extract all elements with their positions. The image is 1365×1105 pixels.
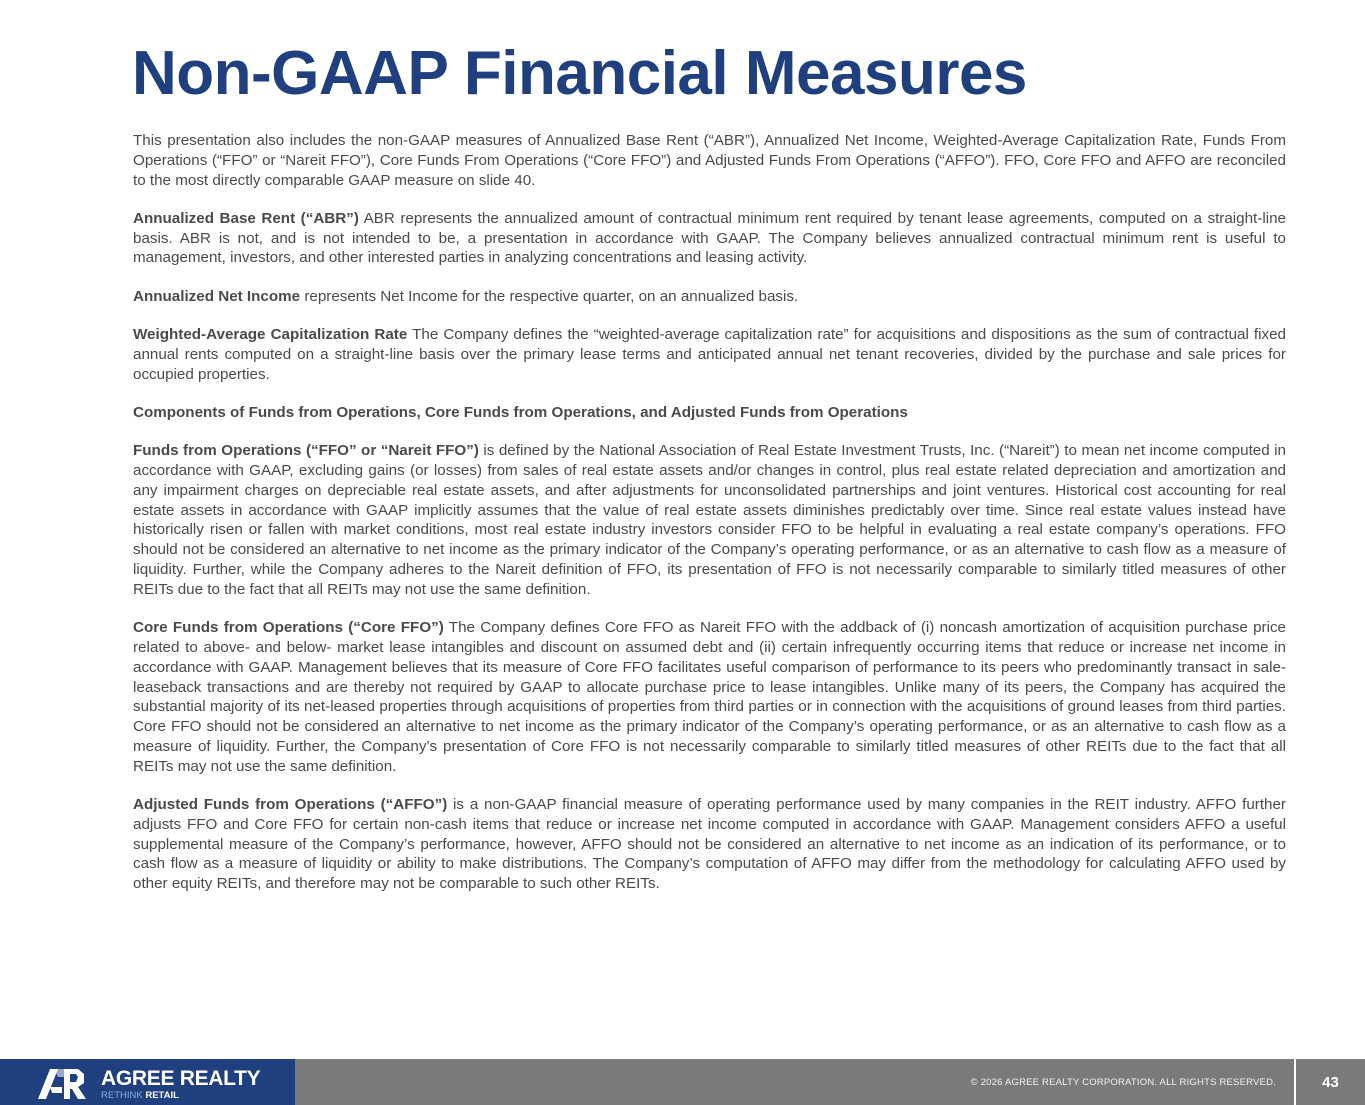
- ffo-text: is defined by the National Association of Real Estate Investment Trusts, Inc. (“Nareit”) to mean net income computed in accordance with GAAP, excluding gains (or losses) from sales of real estate assets and/or changes in control, plus real estate related depreciation and amortization and any impairment charges on depreciable real estate assets, and after adjustments for unconsolidated partnerships and joint ventures. Historical cost accounting for real estate assets in accordance with GAAP implicitly assumes that the value of real estate assets diminishes predictably over time. Since real estate values instead have historically risen or fallen with market conditions, most real estate industry investors consider FFO to be helpful in evaluating a real estate company’s operations. FFO should not be considered an alternative to net income as the primary indicator of the Company’s operating performance, or as an alternative to cash flow as a measure of liquidity. Further, while the Company adheres to the Nareit definition of FFO, its presentation of FFO is not necessarily comparable to similarly titled measures of other REITs due to the fact that all REITs may not use the same definition.: [133, 442, 1286, 598]
- ani-text: represents Net Income for the respective quarter, on an annualized basis.: [300, 287, 799, 305]
- ani-paragraph: [133, 287, 1286, 307]
- affo-term: Adjusted Funds from Operations (“AFFO”): [133, 796, 448, 814]
- core-ffo-paragraph: [133, 618, 1286, 776]
- affo-text: is a non-GAAP financial measure of operating performance used by many companies in the REIT industry. AFFO further adjusts FFO and Core FFO for certain non-cash items that reduce or increase net income computed in accordance with GAAP. Management considers AFFO a useful supplemental measure of the Company’s performance, however, AFFO should not be considered an alternative to net income as an indication of its performance, or to cash flow as a measure of liquidity or ability to make distributions. The Company’s computation of AFFO may differ from the methodology for calculating AFFO used by other equity REITs, and therefore may not be comparable to such other REITs.: [133, 796, 1286, 893]
- wacr-term: Weighted-Average Capitalization Rate: [133, 326, 408, 344]
- logo-tag-think: THINK: [114, 1090, 143, 1101]
- body-content: [133, 131, 1286, 913]
- core-ffo-term: Core Funds from Operations (“Core FFO”): [133, 619, 444, 637]
- page-title: Non-GAAP Financial Measures: [132, 39, 1027, 108]
- agree-realty-logo-icon: [36, 1065, 98, 1101]
- abr-text: ABR represents the annualized amount of contractual minimum rent required by tenant lease agreements, computed on a straight-line basis. ABR is not, and is not intended to be, a presentation in accordance with GAAP. The Company believes annualized contractual minimum rent is useful to management, investors, and other interested parties in analyzing concentrations and leasing activity.: [133, 209, 1286, 267]
- page-number: 43: [1322, 1073, 1339, 1091]
- ani-term: Annualized Net Income: [133, 287, 301, 305]
- wacr-paragraph: [133, 325, 1286, 384]
- logo-tag-re: RE: [101, 1090, 115, 1101]
- company-logo: [0, 1059, 295, 1105]
- logo-tag-retail: RETAIL: [142, 1090, 179, 1101]
- ffo-term: Funds from Operations (“FFO” or “Nareit FFO”): [133, 442, 479, 460]
- abr-term: Annualized Base Rent (“ABR”): [133, 209, 359, 227]
- components-heading: Components of Funds from Operations, Core Funds from Operations, and Adjusted Funds from Operations: [133, 403, 908, 421]
- core-ffo-text: The Company defines Core FFO as Nareit FFO with the addback of (i) noncash amortization of acquisition purchase price related to above- and below- market lease intangibles and discount on assumed debt and (ii) certain infrequently occurring items that reduce or increase net income in accordance with GAAP. Management believes that its measure of Core FFO facilitates useful comparison of performance to its peers who predominantly transact in sale-leaseback transactions and are thereby not required by GAAP to allocate purchase price to lease intangibles. Unlike many of its peers, the Company has acquired the substantial majority of its net-leased properties through acquisitions of properties from third parties or in connection with the acquisitions of ground leases from third parties. Core FFO should not be considered an alternative to net income as the primary indicator of the Company’s operating performance, or as an alternative to cash flow as a measure of liquidity. Further, the Company’s presentation of Core FFO is not necessarily comparable to similarly titled measures of other REITs due to the fact that all REITs may not use the same definition.: [133, 619, 1286, 775]
- wacr-text: The Company defines the “weighted-average capitalization rate” for acquisitions and dispositions as the sum of contractual fixed annual rents computed on a straight-line basis over the primary lease terms and anticipated annual net tenant recoveries, divided by the purchase and sale prices for occupied properties.: [133, 326, 1286, 383]
- abr-paragraph: [133, 209, 1286, 268]
- intro-paragraph: This presentation also includes the non-GAAP measures of Annualized Base Rent (“ABR”), Annualized Net Income, Weighted-Average Capitalization Rate, Funds From Operations (“FFO” or “Nareit FFO”), Core Funds From Operations (“Core FFO”) and Adjusted Funds From Operations (“AFFO”). FFO, Core FFO and AFFO are reconciled to the most directly comparable GAAP measure on slide 40.: [133, 132, 1286, 189]
- footer-bar: [0, 1059, 1365, 1105]
- copyright-notice: © 2026 AGREE REALTY CORPORATION. ALL RIGHTS RESERVED.: [970, 1077, 1276, 1088]
- affo-paragraph: [133, 795, 1286, 894]
- logo-tagline: [101, 1090, 179, 1101]
- logo-name: AGREE REALTY: [101, 1067, 261, 1090]
- ffo-paragraph: [133, 441, 1286, 599]
